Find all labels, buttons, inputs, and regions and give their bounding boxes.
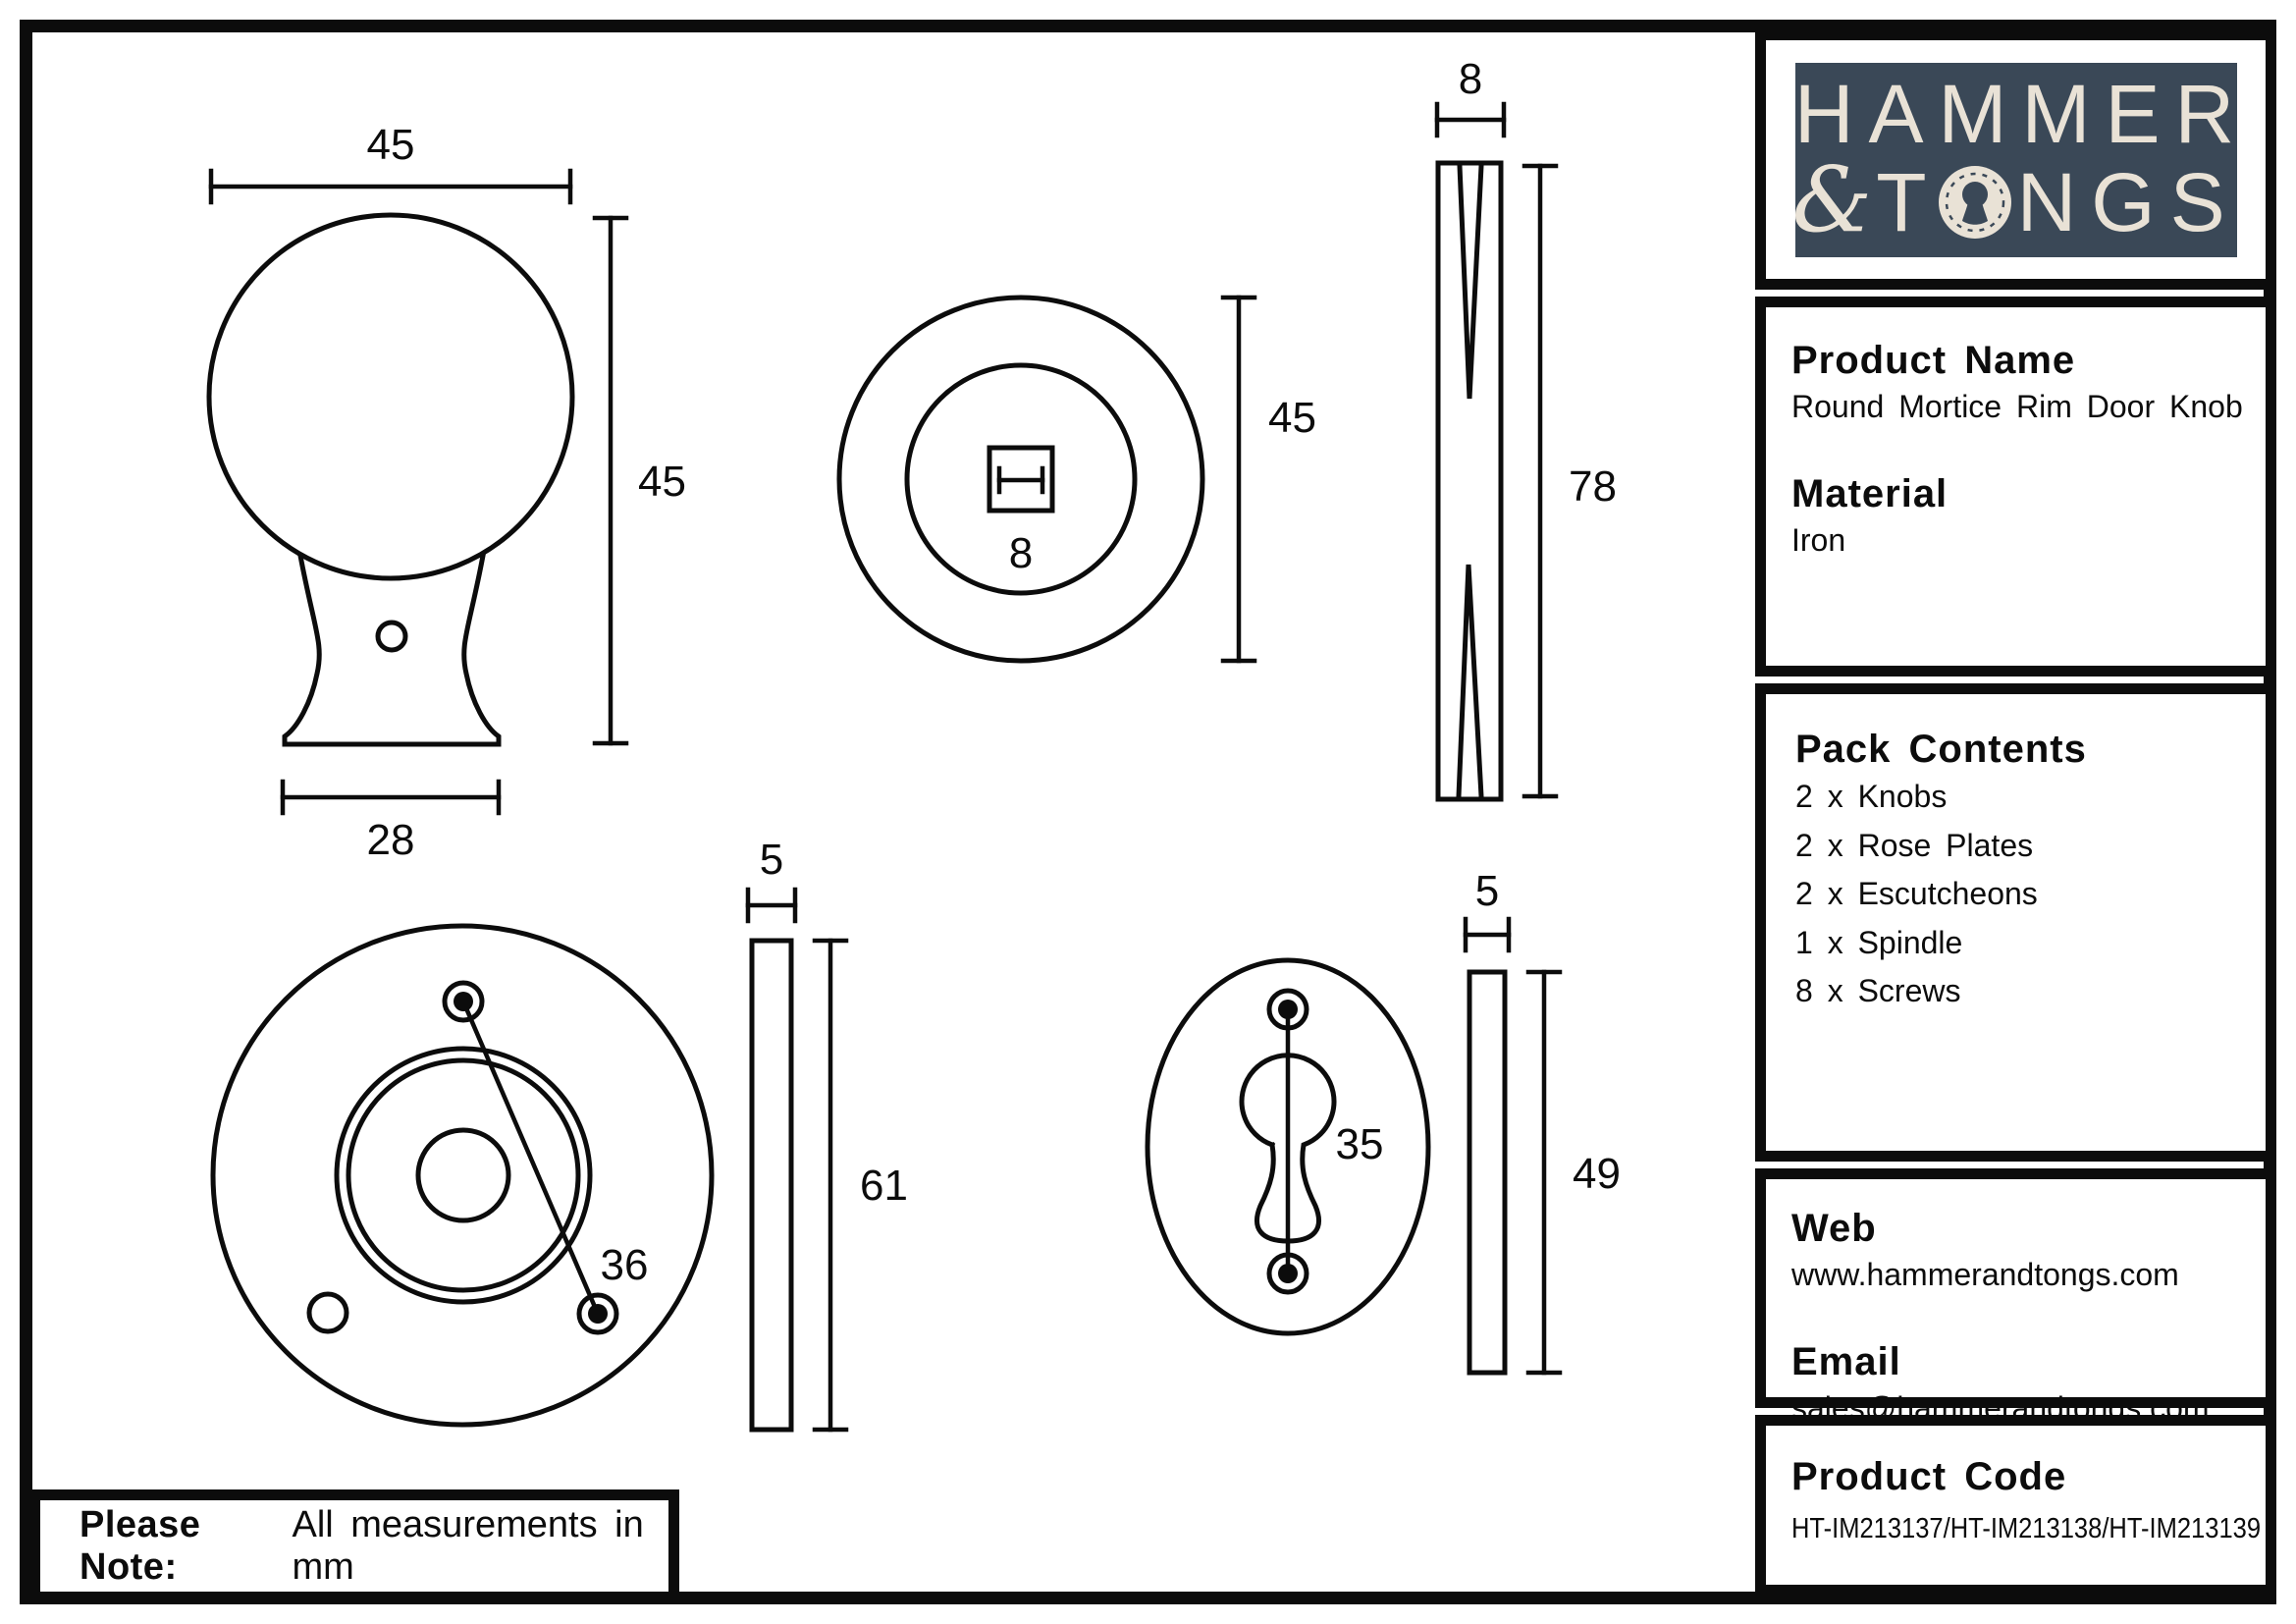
- escutcheon-side-view-outline: [1469, 972, 1505, 1373]
- pack-item: 8 x Screws: [1795, 973, 1961, 1009]
- spindle-bottom-taper: [1459, 565, 1481, 796]
- hammer-and-tongs-logo: [1791, 63, 2250, 257]
- rose-rear-boss-ring-inner: [348, 1060, 578, 1290]
- escutcheon-drawing: [1148, 867, 1621, 1373]
- knob-height-label: 45: [638, 458, 686, 506]
- rose-rear-boss-ring-outer: [337, 1049, 590, 1302]
- note-label: Please Note:: [80, 1503, 201, 1588]
- spindle-top-taper: [1460, 166, 1481, 399]
- rose-square-hole-label: 8: [1008, 529, 1034, 577]
- product-code-box: [1755, 1415, 2276, 1596]
- measurements-note-box: [29, 1489, 679, 1602]
- pack-item: 1 x Spindle: [1795, 924, 1963, 960]
- logo-word-hammer: HAMMER: [1793, 67, 2250, 160]
- pack-item: 2 x Knobs: [1795, 779, 1948, 814]
- web-value: www.hammerandtongs.com: [1791, 1257, 2179, 1292]
- pack-contents-box: [1755, 683, 2276, 1162]
- rose-plate-front-drawing: [839, 298, 1316, 661]
- contact-box: [1755, 1168, 2276, 1427]
- product-info-box: [1755, 297, 2276, 677]
- knob-sphere-outline: [209, 215, 572, 578]
- email-value: sales@hammerandtongs.com: [1791, 1390, 2210, 1427]
- logo-ampersand: &: [1791, 146, 1873, 252]
- pack-item: 2 x Escutcheons: [1795, 876, 2038, 912]
- knob-base-width-label: 28: [366, 816, 415, 864]
- screw-spacing-label: 36: [600, 1241, 649, 1289]
- spindle-drawing: [1437, 55, 1617, 799]
- web-label: Web: [1791, 1207, 1877, 1250]
- rose-rear-diameter-label: 61: [860, 1162, 908, 1210]
- keyhole-icon: [1938, 165, 2012, 240]
- logo-box: [1755, 29, 2276, 290]
- plain-hole-lower-left: [309, 1294, 347, 1331]
- rose-side-view-outline: [752, 941, 791, 1430]
- product-code-label: Product Code: [1791, 1455, 2067, 1498]
- escutcheon-height-label: 49: [1573, 1150, 1621, 1198]
- product-name-value: Round Mortice Rim Door Knob: [1791, 389, 2243, 424]
- info-sidebar: [1755, 29, 2276, 1602]
- rose-plate-rear-drawing: [213, 836, 908, 1430]
- product-code-value: HT-IM213137/HT-IM213138/HT-IM213139: [1791, 1513, 2262, 1544]
- material-value: Iron: [1791, 522, 1846, 559]
- rose-thickness-label: 5: [759, 836, 784, 884]
- note-text: All measurements in mm: [292, 1503, 644, 1588]
- rose-diameter-label: 45: [1268, 394, 1316, 442]
- escutcheon-width-label: 35: [1335, 1120, 1384, 1168]
- knob-diameter-label: 45: [366, 121, 415, 169]
- spindle-body-outline: [1438, 163, 1501, 799]
- pack-item: 2 x Rose Plates: [1795, 827, 2034, 863]
- spindle-length-label: 78: [1569, 462, 1617, 511]
- material-label: Material: [1791, 472, 1949, 516]
- knob-drawing: [209, 121, 686, 864]
- knob-grub-screw-hole: [378, 623, 405, 650]
- email-label: Email: [1791, 1340, 1901, 1384]
- logo-word-tongs: & T NGS: [1791, 146, 2240, 252]
- pack-contents-label: Pack Contents: [1795, 728, 2087, 771]
- escutcheon-thickness-label: 5: [1474, 867, 1500, 915]
- spindle-width-label: 8: [1458, 55, 1483, 103]
- rose-rear-center-hole: [418, 1130, 508, 1220]
- product-name-label: Product Name: [1791, 339, 2076, 382]
